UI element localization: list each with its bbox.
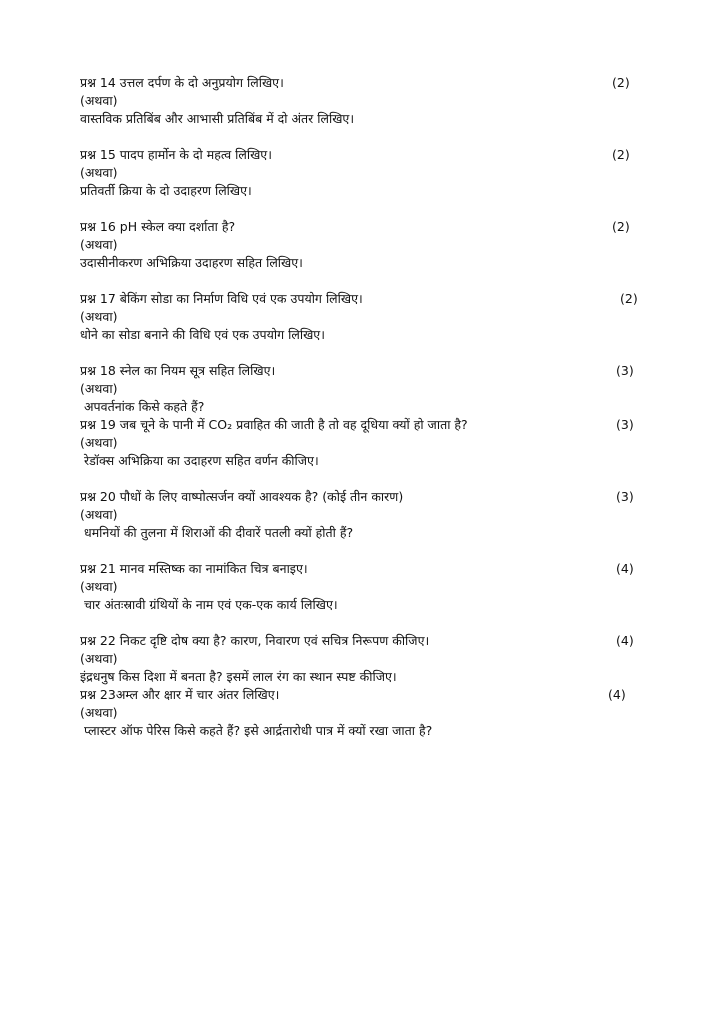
question-17-alternative: धोने का सोडा बनाने की विधि एवं एक उपयोग लिखिए। <box>80 327 325 342</box>
question-15: प्रश्न 15 पादप हार्मोन के दो महत्व लिखिए। <box>80 147 272 162</box>
question-15-or: (अथवा) <box>80 165 118 180</box>
question-20-alternative: धमनियों की तुलना में शिराओं की दीवारें पतली क्यों होती हैं? <box>84 525 354 540</box>
question-22-marks: (4) <box>616 633 634 648</box>
question-18: प्रश्न 18 स्नेल का नियम सूत्र सहित लिखिए। <box>80 363 276 378</box>
question-17-marks: (2) <box>620 291 638 306</box>
question-19-alternative: रेडॉक्स अभिक्रिया का उदाहरण सहित वर्णन कीजिए। <box>84 453 319 468</box>
question-18-alternative: अपवर्तनांक किसे कहते हैं? <box>84 399 205 414</box>
question-23: प्रश्न 23अम्ल और क्षार में चार अंतर लिखिए। <box>80 687 280 702</box>
question-16-or: (अथवा) <box>80 237 118 252</box>
question-20-marks: (3) <box>616 489 634 504</box>
question-20: प्रश्न 20 पौधों के लिए वाष्पोत्सर्जन क्यों आवश्यक है? (कोई तीन कारण) <box>80 489 404 504</box>
question-23-or: (अथवा) <box>80 705 118 720</box>
question-17-or: (अथवा) <box>80 309 118 324</box>
question-14-alternative: वास्तविक प्रतिबिंब और आभासी प्रतिबिंब में दो अंतर लिखिए। <box>80 111 355 126</box>
question-23-marks: (4) <box>608 687 626 702</box>
question-19: प्रश्न 19 जब चूने के पानी में CO₂ प्रवाहित की जाती है तो वह दूधिया क्यों हो जाता है? <box>80 417 468 432</box>
question-14-or: (अथवा) <box>80 93 118 108</box>
question-18-or: (अथवा) <box>80 381 118 396</box>
question-19-marks: (3) <box>616 417 634 432</box>
question-21-alternative: चार अंतःस्रावी ग्रंथियों के नाम एवं एक-एक कार्य लिखिए। <box>84 597 338 612</box>
question-17: प्रश्न 17 बेकिंग सोडा का निर्माण विधि एवं एक उपयोग लिखिए। <box>80 291 363 306</box>
question-21-marks: (4) <box>616 561 634 576</box>
question-15-alternative: प्रतिवर्ती क्रिया के दो उदाहरण लिखिए। <box>80 183 252 198</box>
question-16-alternative: उदासीनीकरण अभिक्रिया उदाहरण सहित लिखिए। <box>80 255 303 270</box>
question-20-or: (अथवा) <box>80 507 118 522</box>
question-21-or: (अथवा) <box>80 579 118 594</box>
question-22-or: (अथवा) <box>80 651 118 666</box>
question-15-marks: (2) <box>612 147 630 162</box>
question-19-or: (अथवा) <box>80 435 118 450</box>
question-22: प्रश्न 22 निकट दृष्टि दोष क्या है? कारण, निवारण एवं सचित्र निरूपण कीजिए। <box>80 633 430 648</box>
question-14: प्रश्न 14 उत्तल दर्पण के दो अनुप्रयोग लिखिए। <box>80 75 284 90</box>
question-16-marks: (2) <box>612 219 630 234</box>
question-21: प्रश्न 21 मानव मस्तिष्क का नामांकित चित्र बनाइए। <box>80 561 308 576</box>
question-22-alternative: इंद्रधनुष किस दिशा में बनता है? इसमें लाल रंग का स्थान स्पष्ट कीजिए। <box>80 669 397 684</box>
question-16: प्रश्न 16 pH स्केल क्या दर्शाता है? <box>80 219 236 234</box>
question-23-alternative: प्लास्टर ऑफ पेरिस किसे कहते हैं? इसे आर्द्रतारोधी पात्र में क्यों रखा जाता है? <box>84 723 433 738</box>
question-18-marks: (3) <box>616 363 634 378</box>
question-14-marks: (2) <box>612 75 630 90</box>
